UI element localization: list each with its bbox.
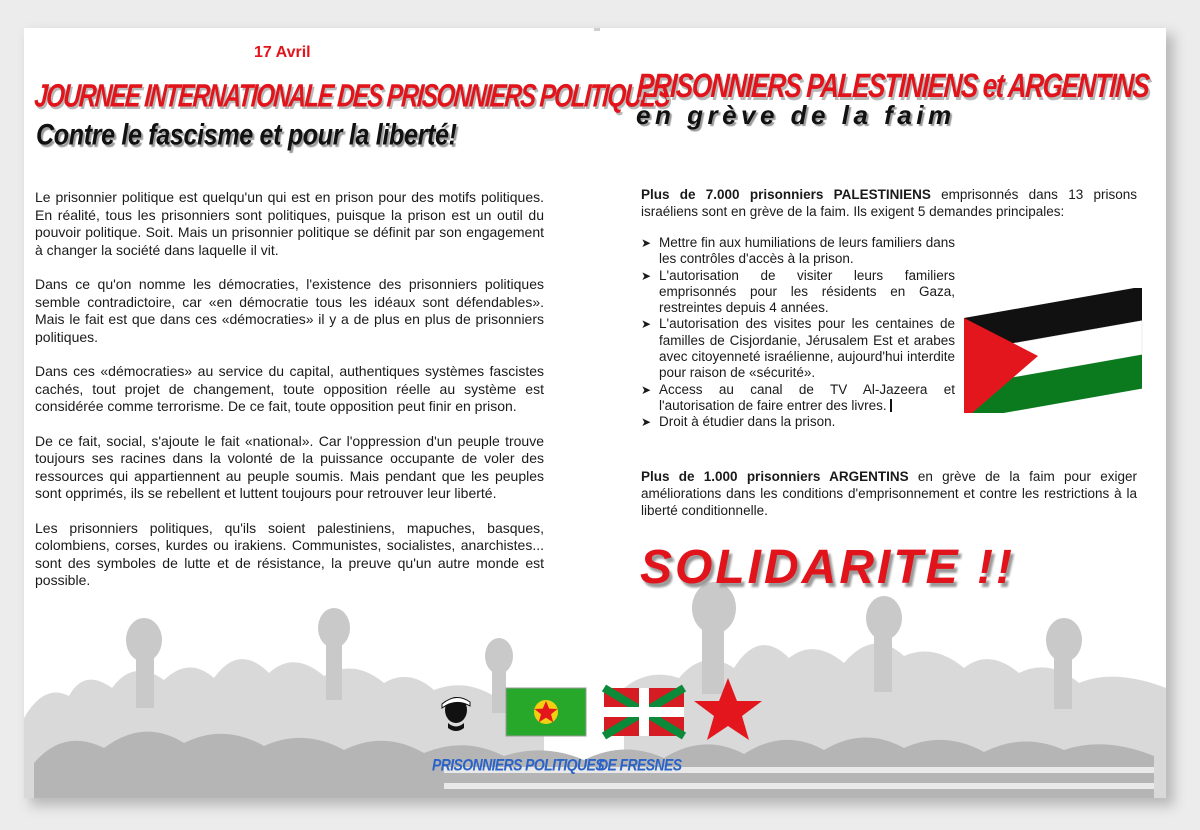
palestine-flag-icon bbox=[964, 288, 1144, 413]
corsica-flag-icon bbox=[442, 697, 470, 731]
text-cursor bbox=[890, 399, 892, 412]
left-title: JOURNEE INTERNATIONALE DES PRISONNIERS POLITIQUES bbox=[33, 78, 671, 115]
demand-item: ➤ Access au canal de TV Al-Jazeera et l'autorisation de faire entrer des livres. bbox=[641, 381, 955, 413]
footer-label-prisoners: PRISONNIERS POLITIQUES bbox=[432, 755, 604, 775]
intro-rest: emprisonnés dans 13 prisons israéliens sont en grève de la faim. Ils exigent 5 demandes principales: bbox=[641, 187, 1137, 219]
palestinian-intro bbox=[641, 186, 1137, 220]
red-star-icon bbox=[694, 678, 762, 740]
left-paragraph: Dans ce qu'on nomme les démocraties, l'existence des prisonniers politiques semble contradictoire, car «en démocratie tous les idéaux sont défendables». Mais le fait est que dans ces «démocraties» il y a de plus en plus de prisonniers politiques. bbox=[35, 276, 544, 345]
second-bold: Plus de 1.000 prisonniers ARGENTINS bbox=[641, 469, 909, 484]
arrow-bullet-icon: ➤ bbox=[641, 382, 652, 397]
demand-item: ➤ L'autorisation de visiter leurs familiers emprisonnés pour les résidents en Gaza, restreintes depuis 4 années. bbox=[641, 267, 955, 316]
left-body bbox=[35, 189, 544, 607]
right-subtitle: en grève de la faim bbox=[636, 100, 956, 130]
footer-flags bbox=[434, 678, 774, 748]
kurdistan-flag-icon bbox=[506, 688, 586, 736]
date-heading: 17 Avril bbox=[254, 44, 311, 61]
second-rest: en grève de la faim pour exiger améliorations dans les conditions d'emprisonnement et contre les restrictions à la liberté conditionnelle. bbox=[641, 469, 1137, 518]
arrow-bullet-icon: ➤ bbox=[641, 415, 652, 430]
demand-item: ➤ L'autorisation des visites pour les centaines de familles de Cisjordanie, Jérusalem Est et arabes avec citoyenneté israélienne, aujourd'hui interdite pour raison de «sécurité». bbox=[641, 316, 955, 381]
left-paragraph: Dans ces «démocraties» au service du capital, authentiques systèmes fascistes cachés, tout projet de changement, toute opposition réelle au système est considérée comme terrorisme. De ce fait, toute opposition peut finir en prison. bbox=[35, 363, 544, 414]
left-paragraph: Le prisonnier politique est quelqu'un qui est en prison pour des motifs politiques. En réalité, tous les prisonniers sont politiques, puisque la prison est un outil du pouvoir politique. Soit. Mais un prisonnier politique se définit par son engagement à changer la société dans laquelle il vit. bbox=[35, 189, 544, 258]
left-subtitle: Contre le fascisme et pour la liberté! bbox=[36, 118, 457, 152]
intro-bold: Plus de 7.000 prisonniers PALESTINIENS bbox=[641, 187, 931, 202]
demand-item: ➤ Droit à étudier dans la prison. bbox=[641, 414, 836, 430]
fold-mark bbox=[594, 28, 600, 31]
demands-list bbox=[641, 235, 955, 431]
leaflet-page bbox=[24, 28, 1166, 798]
left-paragraph: Les prisonniers politiques, qu'ils soient palestiniens, mapuches, basques, colombiens, corses, kurdes ou irakiens. Communistes, socialistes, anarchistes... sont des symboles de lutte et de résistance, la preuve qu'un autre monde est possible. bbox=[35, 519, 544, 588]
basque-flag-icon bbox=[604, 688, 684, 736]
arrow-bullet-icon: ➤ bbox=[641, 317, 652, 332]
footer-label-fresnes: DE FRESNES bbox=[598, 755, 682, 775]
left-paragraph: De ce fait, social, s'ajoute le fait «national». Car l'oppression d'un peuple trouve toujours ses racines dans la volonté de la puissance occupante de voler des ressources qui appartiennent au peuple soumis. Mais pendant que les peuples sont opprimés, ils se rebellent et luttent toujours pour retrouver leur liberté. bbox=[35, 432, 544, 501]
demand-item: ➤ Mettre fin aux humiliations de leurs familiers dans les contrôles d'accès à la prison. bbox=[641, 235, 955, 267]
solidarity-slogan: SOLIDARITE !! bbox=[640, 541, 1015, 594]
argentine-paragraph bbox=[641, 468, 1137, 519]
arrow-bullet-icon: ➤ bbox=[641, 268, 652, 283]
arrow-bullet-icon: ➤ bbox=[641, 236, 652, 250]
right-title: PRISONNIERS PALESTINIENS et ARGENTINS bbox=[635, 66, 1150, 105]
